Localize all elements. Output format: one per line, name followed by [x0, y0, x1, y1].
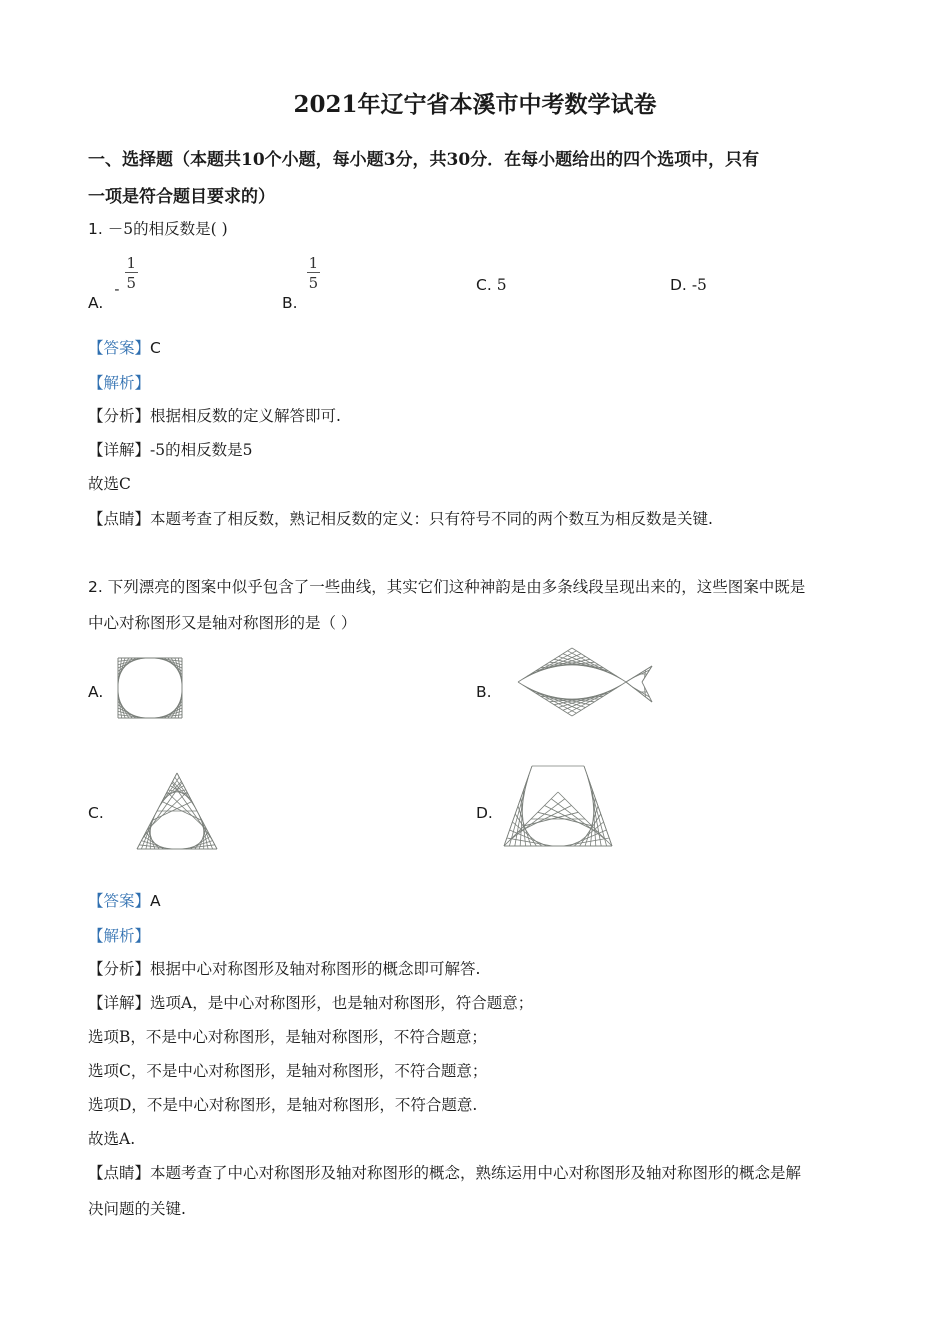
q1-option-a-denominator: 5 [126, 274, 137, 292]
q1-option-a-label: A. [88, 294, 104, 312]
q1-answer-value: C [150, 339, 161, 357]
q2-line: 选项C，不是中心对称图形，是轴对称图形，不符合题意； [88, 1062, 488, 1080]
q1-option-c-value: 5 [496, 276, 507, 294]
question-2-stem-line1 [88, 575, 805, 597]
question-2-text: 下列漂亮的图案中似乎包含了一些曲线，其实它们这种神韵是由多条线段呈现出来的，这些图案中既是 [107, 578, 806, 596]
q1-option-b-denominator: 5 [308, 274, 319, 292]
q2-line: 选项D，不是中心对称图形，是轴对称图形，不符合题意. [88, 1096, 478, 1114]
q2-analysis-tag: 【解析】 [88, 927, 151, 945]
q1-option-a-fraction [125, 254, 139, 293]
q1-option-b [282, 254, 320, 312]
q1-option-a-numerator: 1 [126, 254, 137, 272]
q1-option-c [476, 276, 507, 294]
q1-option-a [88, 254, 138, 312]
q2-option-d-label: D. [476, 804, 493, 822]
question-1-number: 1. [88, 220, 103, 238]
question-1-text: －5的相反数是( ) [107, 220, 228, 238]
q1-option-b-label: B. [282, 294, 298, 312]
q2-figure-a-square-pattern [114, 655, 186, 721]
q2-line: 选项B，不是中心对称图形，是轴对称图形，不符合题意； [88, 1028, 487, 1046]
question-2-number: 2. [88, 578, 103, 596]
q2-option-c-label: C. [88, 804, 104, 822]
q2-figure-d-trapezoid-pattern [500, 762, 616, 850]
q1-option-b-numerator: 1 [308, 254, 319, 272]
q2-answer [88, 889, 161, 911]
question-2-stem-line2: 中心对称图形又是轴对称图形的是（ ） [88, 614, 357, 632]
q1-line: 【详解】-5的相反数是5 [88, 441, 253, 459]
section-heading-line2: 一项是符合题目要求的） [88, 187, 275, 207]
q2-line: 故选A. [88, 1130, 136, 1148]
question-1-stem [88, 217, 228, 239]
q1-option-d [670, 276, 707, 294]
q1-option-b-fraction [307, 254, 321, 293]
q2-line: 决问题的关键. [88, 1200, 186, 1218]
q1-analysis-tag: 【解析】 [88, 374, 151, 392]
q1-option-d-value: -5 [691, 276, 707, 294]
q1-option-d-label: D. [670, 276, 687, 294]
q1-line: 【点睛】本题考查了相反数，熟记相反数的定义：只有符号不同的两个数互为相反数是关键. [88, 510, 713, 528]
q1-line: 【分析】根据相反数的定义解答即可. [88, 407, 341, 425]
q2-answer-value: A [150, 892, 161, 910]
q2-line: 【详解】选项A，是中心对称图形，也是轴对称图形，符合题意； [88, 994, 534, 1012]
q1-answer-tag: 【答案】 [88, 339, 151, 357]
q2-answer-tag: 【答案】 [88, 892, 151, 910]
q1-line: 故选C [88, 475, 131, 493]
q1-option-c-label: C. [476, 276, 492, 294]
page-title: 2021年辽宁省本溪市中考数学试卷 [293, 91, 657, 118]
q2-option-b-label: B. [476, 683, 492, 701]
q1-answer [88, 336, 161, 358]
section-heading-line1: 一、选择题（本题共10个小题，每小题3分，共30分．在每小题给出的四个选项中，只有 [88, 150, 760, 170]
q2-line: 【分析】根据中心对称图形及轴对称图形的概念即可解答. [88, 960, 481, 978]
q2-figure-b-fish-pattern [514, 646, 656, 718]
q1-option-a-sign: - [114, 280, 120, 298]
q2-figure-c-triangle-pattern [133, 770, 221, 852]
q2-option-a-label: A. [88, 683, 104, 701]
q2-line: 【点睛】本题考查了中心对称图形及轴对称图形的概念，熟练运用中心对称图形及轴对称图形的概念是解 [88, 1164, 802, 1182]
